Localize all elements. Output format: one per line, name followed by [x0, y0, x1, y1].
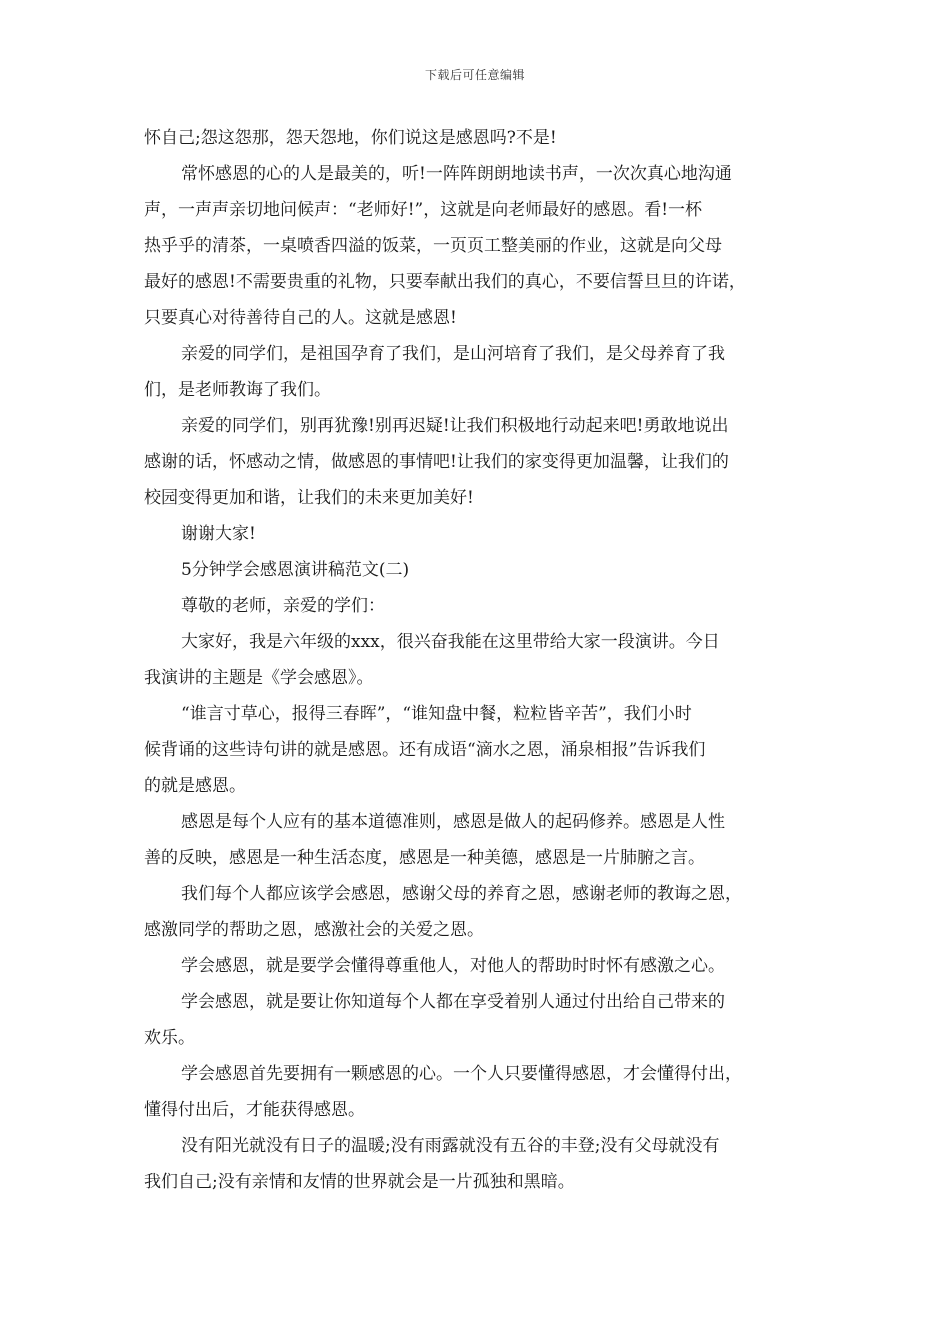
text-line: 的就是感恩。: [144, 776, 246, 796]
text-line: 我们自己;没有亲情和友情的世界就会是一片孤独和黑暗。: [144, 1172, 575, 1192]
text-line: 5分钟学会感恩演讲稿范文(二): [181, 560, 410, 580]
text-line: 常怀感恩的心的人是最美的，听!一阵阵朗朗地读书声，一次次真心地沟通: [181, 164, 732, 184]
text-line: 亲爱的同学们，别再犹豫!别再迟疑!让我们积极地行动起来吧!勇敢地说出: [181, 416, 729, 436]
text-line: 学会感恩，就是要让你知道每个人都在享受着别人通过付出给自己带来的: [181, 992, 725, 1012]
page-header: 下载后可任意编辑: [424, 68, 525, 82]
text-line: 我们每个人都应该学会感恩，感谢父母的养育之恩，感谢老师的教诲之恩，: [181, 884, 742, 904]
text-line: “谁言寸草心，报得三春晖”，“谁知盘中餐，粒粒皆辛苦”，我们小时: [181, 704, 692, 724]
text-line: 感激同学的帮助之恩，感激社会的关爱之恩。: [144, 920, 484, 940]
text-line: 校园变得更加和谐，让我们的未来更加美好!: [144, 488, 474, 508]
text-line: 没有阳光就没有日子的温暖;没有雨露就没有五谷的丰登;没有父母就没有: [181, 1136, 720, 1156]
text-line: 感恩是每个人应有的基本道德准则，感恩是做人的起码修养。感恩是人性: [181, 812, 725, 832]
text-line: 声，一声声亲切地问候声：“老师好!”，这就是向老师最好的感恩。看!一杯: [144, 200, 703, 220]
text-line: 怀自己;怨这怨那，怨天怨地，你们说这是感恩吗?不是!: [144, 128, 557, 148]
text-line: 候背诵的这些诗句讲的就是感恩。还有成语“滴水之恩，涌泉相报”告诉我们: [144, 740, 706, 760]
document-body: [144, 120, 820, 1200]
text-line: 大家好，我是六年级的xxx，很兴奋我能在这里带给大家一段演讲。今日: [181, 632, 720, 652]
text-line: 学会感恩，就是要学会懂得尊重他人，对他人的帮助时时怀有感激之心。: [181, 956, 725, 976]
text-line: 尊敬的老师，亲爱的学们：: [181, 596, 385, 616]
text-line: 最好的感恩!不需要贵重的礼物，只要奉献出我们的真心，不要信誓旦旦的许诺，: [144, 272, 746, 292]
text-line: 亲爱的同学们，是祖国孕育了我们，是山河培育了我们，是父母养育了我: [181, 344, 725, 364]
text-line: 欢乐。: [144, 1028, 195, 1048]
text-line: 只要真心对待善待自己的人。这就是感恩!: [144, 308, 457, 328]
text-line: 热乎乎的清茶，一桌喷香四溢的饭菜，一页页工整美丽的作业，这就是向父母: [144, 236, 722, 256]
text-line: 懂得付出后，才能获得感恩。: [144, 1100, 365, 1120]
text-line: 我演讲的主题是《学会感恩》。: [144, 668, 374, 688]
text-line: 谢谢大家!: [181, 524, 256, 544]
text-line: 们，是老师教诲了我们。: [144, 380, 331, 400]
text-line: 学会感恩首先要拥有一颗感恩的心。一个人只要懂得感恩，才会懂得付出，: [181, 1064, 742, 1084]
text-line: 感谢的话，怀感动之情，做感恩的事情吧!让我们的家变得更加温馨，让我们的: [144, 452, 729, 472]
text-line: 善的反映，感恩是一种生活态度，感恩是一种美德，感恩是一片肺腑之言。: [144, 848, 705, 868]
